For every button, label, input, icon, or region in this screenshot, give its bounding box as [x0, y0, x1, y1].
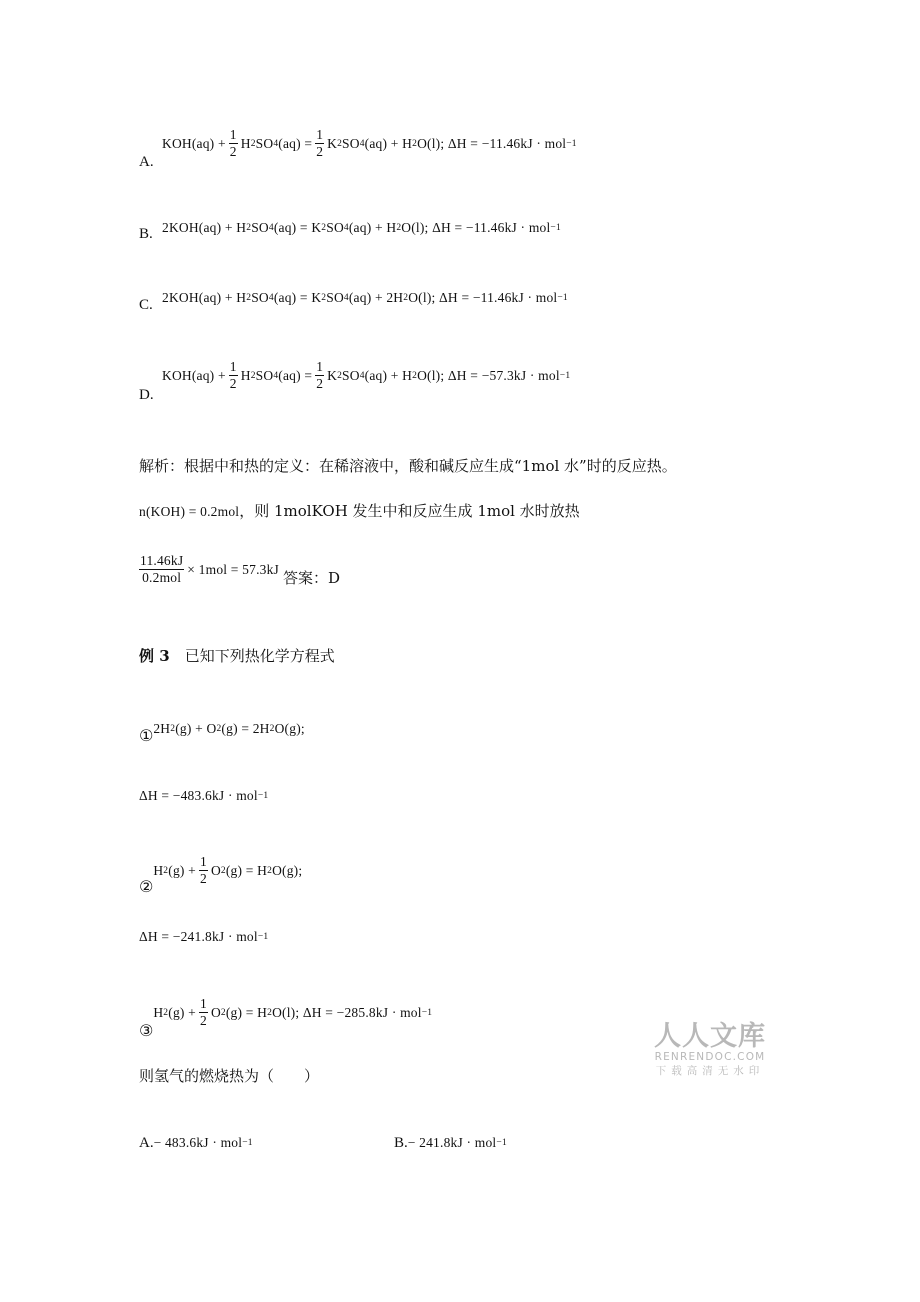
equation-1: ① 2H 2 (g) + O 2 (g) = 2H 2 O(g); [139, 720, 305, 745]
delta-h-2: ΔH = −241.8kJ · mol −1 [139, 929, 269, 944]
watermark-logo-text: 人人文库 [654, 1021, 766, 1052]
fraction: $\frac{11.46kJ}{\text{0.2mol}}$ [140, 552, 184, 585]
koh-text: ，则 1molKOH 发生中和反应生成 1mol 水时放热 [239, 502, 580, 520]
example3-heading-line [139, 645, 335, 666]
analysis-kohline [139, 500, 580, 521]
fraction: $\frac{1}{2}$ [229, 127, 237, 160]
option-d-label: D. [139, 387, 154, 403]
circled-two: ② [139, 877, 154, 896]
circled-three: ③ [139, 1021, 154, 1040]
example-title: 已知下列热化学方程式 [184, 647, 335, 665]
choice-a-label: A. [139, 1135, 154, 1151]
option-b-equation: 2KOH(aq) + H 2 SO 4 (aq) = K 2 SO 4 (aq) + H 2 O(l); ΔH = −11.46kJ · mol −1 [162, 220, 561, 235]
option-a-label: A. [139, 154, 154, 170]
answer-text: 答案：D [283, 569, 341, 587]
fraction: $\frac{1}{2}$ [316, 359, 324, 392]
equation-2: ② H 2 (g) + $\frac{1}{2}$ O 2 (g) = H 2 O(g); [139, 853, 303, 896]
choice-b-label: B. [394, 1135, 408, 1151]
option-d-equation: KOH(aq) + $\frac{1}{2}$ H 2 SO 4 (aq) = $\frac{1}{2}$ K 2 SO 4 (aq) + H 2 O(l); ΔH = −57.3kJ · mol −1 [162, 359, 571, 392]
fraction: $\frac{1}{2}$ [316, 127, 324, 160]
koh-formula: n(KOH) = 0.2mol [139, 504, 240, 519]
choice-a [139, 1135, 253, 1152]
circled-one: ① [139, 726, 154, 745]
choice-b [394, 1135, 507, 1152]
equation-3: ③ H 2 (g) + $\frac{1}{2}$ O 2 (g) = H 2 O(l); ΔH = −285.8kJ · mol −1 [139, 995, 433, 1040]
watermark-tagline: 下载高清无水印 [655, 1065, 765, 1077]
analysis-line: 解析：根据中和热的定义：在稀溶液中，酸和碱反应生成“1mol 水”时的反应热。 [139, 457, 677, 475]
option-c-label: C. [139, 297, 153, 313]
fraction: $\frac{1}{2}$ [199, 853, 207, 886]
question-text: 则氢气的燃烧热为（ ） [139, 1067, 320, 1085]
watermark-site: RENRENDOC.COM [654, 1051, 766, 1063]
fraction: $\frac{1}{2}$ [199, 995, 207, 1028]
option-c-equation: 2KOH(aq) + H 2 SO 4 (aq) = K 2 SO 4 (aq) + 2H 2 O(l); ΔH = −11.46kJ · mol −1 [162, 290, 568, 305]
fraction: $\frac{1}{2}$ [229, 359, 237, 392]
choice-a-value: − 483.6kJ · mol −1 [153, 1135, 253, 1150]
calculation-line [139, 551, 340, 588]
delta-h-1: ΔH = −483.6kJ · mol −1 [139, 788, 269, 803]
choice-b-value: − 241.8kJ · mol −1 [407, 1135, 507, 1150]
option-b-label: B. [139, 226, 153, 242]
example-number: 例 3 [139, 647, 170, 665]
calculation-formula: $\frac{11.46kJ}{\text{0.2mol}}$ × 1mol = 57.3kJ [140, 552, 280, 585]
watermark [648, 1014, 772, 1078]
option-a-equation: KOH(aq) + $\frac{1}{2}$ H 2 SO 4 (aq) = $\frac{1}{2}$ K 2 SO 4 (aq) + H 2 O(l); ΔH = −11.46kJ · mol −1 [162, 127, 577, 160]
